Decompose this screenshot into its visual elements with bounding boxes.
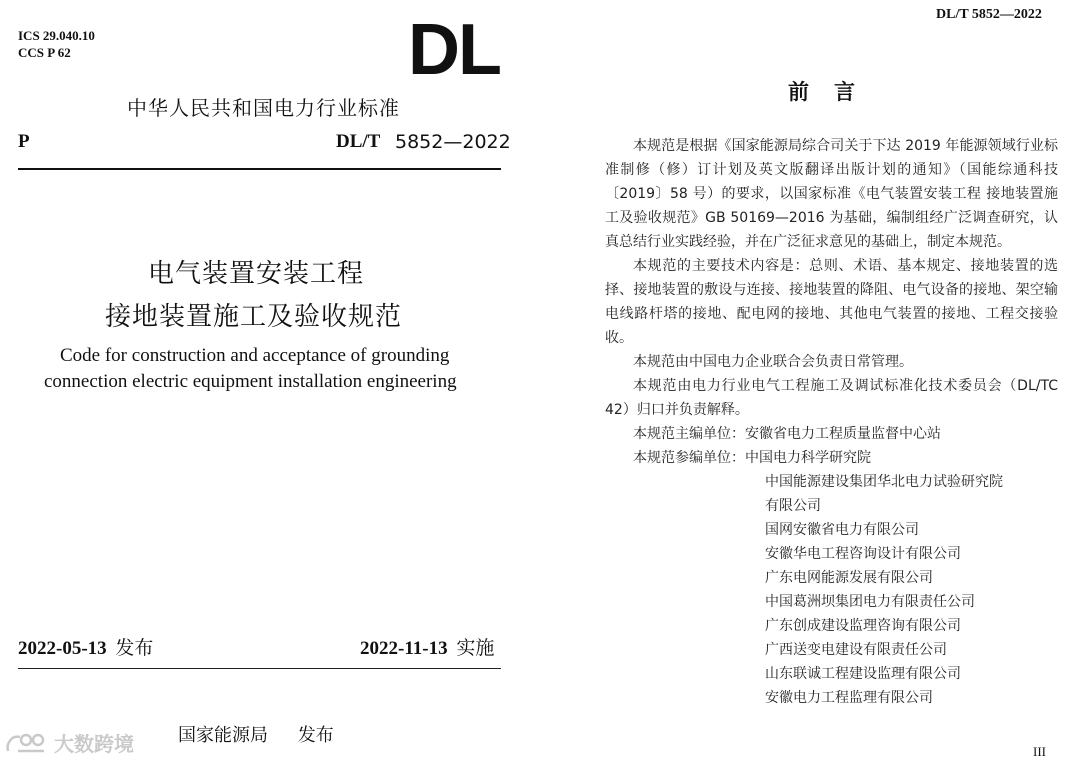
impl-label: 实施 [456,637,495,659]
preface-title: 前 言 [788,80,857,104]
title-en-line2: connection electric equipment installation engineering [44,371,457,392]
publisher-name: 国家能源局 [178,725,268,746]
ccs-code: CCS P 62 [18,45,71,60]
participating-units-label: 本规范参编单位：中国电力科学研究院 [633,450,871,466]
title-cn-line1: 电气装置安装工程 [148,259,365,289]
publisher [178,721,334,747]
org-title: 中华人民共和国电力行业标准 [127,96,400,120]
preface-paragraph-4: 本规范由电力行业电气工程施工及调试标准化技术委员会（DL/TC 42）归口并负责解释。 [605,378,1058,418]
bottom-divider [18,668,501,669]
title-cn-line2: 接地装置施工及验收规范 [105,302,403,332]
header-standard-code: DL/T 5852—2022 [936,7,1042,22]
list-item: 中国能源建设集团华北电力试验研究院 [765,474,1003,490]
category-code: P [18,131,30,152]
dl-logo: DL [408,10,500,90]
preface-paragraph-1: 本规范是根据《国家能源局综合司关于下达 2019 年能源领域行业标准制修（修）订计划及英文版翻译出版计划的通知》（国能综通科技〔2019〕58 号）的要求，以国家标准《电气装置安装工程 接地装置施工及验收规范》GB 50169—2016 为基础，编制组经广泛调查研究，认真总结行业实践经验，并在广泛征求意见的基础上，制定本规范。 [605,138,1058,250]
standard-prefix: DL/T [336,131,381,152]
list-item: 山东联诚工程建设监理有限公司 [765,666,961,682]
title-en-line1: Code for construction and acceptance of grounding [60,345,450,366]
publisher-action: 发布 [297,725,334,746]
issue-date [18,633,153,660]
ics-code: ICS 29.040.10 [18,28,95,43]
issue-label: 发布 [115,637,154,659]
watermark [4,728,134,757]
chief-editor-unit: 本规范主编单位：安徽省电力工程质量监督中心站 [633,426,941,442]
page-number: III [1033,744,1046,759]
impl-date-value: 2022-11-13 [360,638,448,659]
participating-units-list [605,470,1058,710]
list-item: 广东电网能源发展有限公司 [765,570,933,586]
preface-paragraph-3: 本规范由中国电力企业联合会负责日常管理。 [633,354,913,370]
list-item: 广西送变电建设有限责任公司 [765,642,947,658]
list-item: 安徽电力工程监理有限公司 [765,690,933,706]
watermark-text: 大数跨境 [54,732,134,756]
implementation-date [360,633,494,660]
issue-date-value: 2022-05-13 [18,638,107,659]
standard-number: 5852—2022 [395,131,511,153]
preface-body [605,134,1058,710]
list-item: 有限公司 [765,498,821,514]
watermark-logo-icon [4,731,50,755]
list-item: 安徽华电工程咨询设计有限公司 [765,546,961,562]
list-item: 广东创成建设监理咨询有限公司 [765,618,961,634]
preface-paragraph-2: 本规范的主要技术内容是：总则、术语、基本规定、接地装置的选择、接地装置的敷设与连接、接地装置的降阻、电气设备的接地、架空输电线路杆塔的接地、配电网的接地、其他电气装置的接地、工程交接验收。 [605,258,1058,346]
list-item: 国网安徽省电力有限公司 [765,522,919,538]
list-item: 中国葛洲坝集团电力有限责任公司 [765,594,975,610]
top-divider [18,168,501,170]
